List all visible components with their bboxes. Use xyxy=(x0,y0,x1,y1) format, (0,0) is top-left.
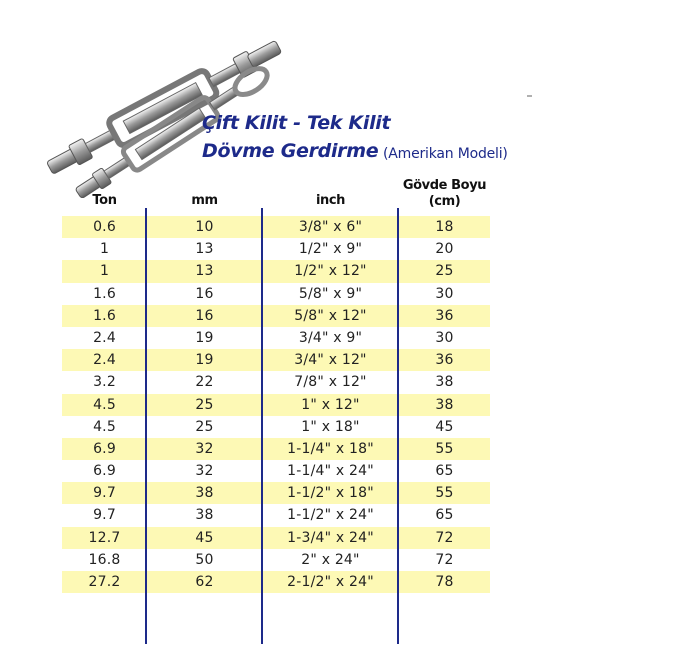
inch-cell: 1-1/4" x 18" xyxy=(287,440,374,457)
ton-cell: 1.6 xyxy=(93,285,116,302)
mm-cell: 13 xyxy=(195,241,214,258)
body-length-cell: 72 xyxy=(435,529,454,546)
table-row xyxy=(62,327,490,349)
ton-cell: 6.9 xyxy=(93,440,116,457)
header-body-length-line1: Gövde Boyu xyxy=(402,178,487,193)
title-line-1: Çift Kilit - Tek Kilit xyxy=(202,112,391,134)
ton-cell: 9.7 xyxy=(93,507,116,524)
inch-cell: 1-3/4" x 24" xyxy=(287,529,374,546)
inch-cell: 1" x 12" xyxy=(301,396,360,413)
table-row xyxy=(62,549,490,571)
ton-cell: 1 xyxy=(99,263,110,280)
inch-cell: 2-1/2" x 24" xyxy=(287,574,374,590)
mm-cell: 25 xyxy=(195,396,214,413)
mm-cell: 25 xyxy=(195,418,214,435)
ton-cell: 16.8 xyxy=(88,551,121,568)
mm-cell: 22 xyxy=(195,374,214,391)
ton-cell: 0.6 xyxy=(93,219,116,235)
body-length-cell: 78 xyxy=(435,574,454,590)
mm-cell: 50 xyxy=(195,551,214,568)
body-length-cell: 55 xyxy=(435,485,454,502)
inch-cell: 1/2" x 9" xyxy=(298,241,363,258)
inch-cell: 1-1/4" x 24" xyxy=(287,463,374,480)
mm-cell: 38 xyxy=(195,507,214,524)
header-body-length xyxy=(399,178,490,210)
ton-cell: 2.4 xyxy=(93,352,116,369)
column-divider xyxy=(145,208,147,644)
mm-cell: 19 xyxy=(195,352,214,369)
inch-cell: 3/4" x 12" xyxy=(294,352,367,369)
body-length-cell: 20 xyxy=(435,241,454,258)
ton-cell: 9.7 xyxy=(93,485,116,502)
ton-cell: 4.5 xyxy=(93,418,116,435)
inch-cell: 1/2" x 12" xyxy=(294,263,367,280)
mm-cell: 13 xyxy=(195,263,214,280)
inch-cell: 5/8" x 12" xyxy=(294,307,367,324)
mm-cell: 16 xyxy=(195,307,214,324)
ton-cell: 27.2 xyxy=(88,574,121,590)
ton-cell: 6.9 xyxy=(93,463,116,480)
ton-cell: 3.2 xyxy=(93,374,116,391)
ton-cell: 2.4 xyxy=(93,329,116,346)
header-ton: Ton xyxy=(92,193,117,208)
table-row xyxy=(62,283,490,305)
table-row xyxy=(62,349,490,371)
body-length-cell: 38 xyxy=(435,374,454,391)
table-row xyxy=(62,438,490,460)
ton-cell: 12.7 xyxy=(88,529,121,546)
body-length-cell: 45 xyxy=(435,418,454,435)
body-length-cell: 25 xyxy=(435,263,454,280)
inch-cell: 2" x 24" xyxy=(301,551,360,568)
mm-cell: 45 xyxy=(195,529,214,546)
body-length-cell: 55 xyxy=(435,440,454,457)
inch-cell: 3/8" x 6" xyxy=(298,219,363,235)
table-row xyxy=(62,504,490,526)
body-length-cell: 36 xyxy=(435,307,454,324)
mm-cell: 32 xyxy=(195,440,214,457)
table-row xyxy=(62,416,490,438)
inch-cell: 1-1/2" x 18" xyxy=(287,485,374,502)
ton-cell: 1 xyxy=(99,241,110,258)
mm-cell: 10 xyxy=(195,219,214,235)
table-row xyxy=(62,460,490,482)
body-length-cell: 36 xyxy=(435,352,454,369)
inch-cell: 1" x 18" xyxy=(301,418,360,435)
table-row xyxy=(62,482,490,504)
column-divider xyxy=(261,208,263,644)
ton-cell: 4.5 xyxy=(93,396,116,413)
table-row xyxy=(62,571,490,593)
body-length-cell: 18 xyxy=(435,219,454,235)
mm-cell: 32 xyxy=(195,463,214,480)
inch-cell: 1-1/2" x 24" xyxy=(287,507,374,524)
body-length-cell: 72 xyxy=(435,551,454,568)
table-row xyxy=(62,527,490,549)
column-divider xyxy=(397,208,399,644)
mm-cell: 38 xyxy=(195,485,214,502)
body-length-cell: 65 xyxy=(435,463,454,480)
table-row xyxy=(62,238,490,260)
body-length-cell: 38 xyxy=(435,396,454,413)
title-subtitle: (Amerikan Modeli) xyxy=(383,146,508,162)
table-row xyxy=(62,371,490,393)
body-length-cell: 65 xyxy=(435,507,454,524)
table-row xyxy=(62,394,490,416)
inch-cell: 7/8" x 12" xyxy=(294,374,367,391)
body-length-cell: 30 xyxy=(435,285,454,302)
mm-cell: 16 xyxy=(195,285,214,302)
title-line-2: Dövme Gerdirme xyxy=(202,140,379,162)
header-mm: mm xyxy=(191,193,218,208)
mm-cell: 62 xyxy=(195,574,214,590)
decorative-dot xyxy=(527,95,532,97)
spec-table xyxy=(62,216,490,593)
header-inch: inch xyxy=(315,193,346,208)
table-row xyxy=(62,216,490,238)
mm-cell: 19 xyxy=(195,329,214,346)
header-body-length-unit: (cm) xyxy=(428,194,461,209)
table-row xyxy=(62,305,490,327)
ton-cell: 1.6 xyxy=(93,307,116,324)
table-row xyxy=(62,260,490,282)
inch-cell: 5/8" x 9" xyxy=(298,285,363,302)
inch-cell: 3/4" x 9" xyxy=(298,329,363,346)
body-length-cell: 30 xyxy=(435,329,454,346)
